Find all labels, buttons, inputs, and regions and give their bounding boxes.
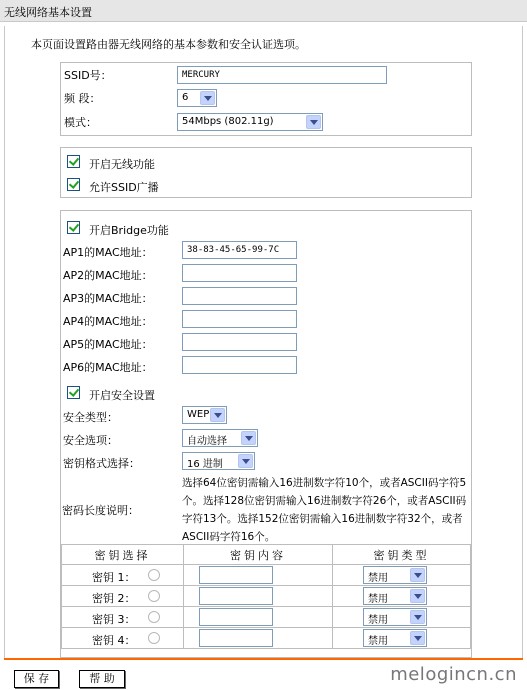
key-type-value: 禁用 [368, 615, 388, 626]
key-label: 密钥 3： [92, 613, 136, 626]
keys-table-header [62, 545, 471, 565]
key-radio[interactable] [148, 632, 160, 644]
button-bar [4, 658, 523, 690]
ssid-input[interactable]: MERCURY [177, 66, 387, 84]
security-option-value: 自动选择 [187, 436, 227, 447]
allow-ssid-broadcast-checkbox[interactable] [67, 178, 80, 191]
ap-mac-input[interactable] [182, 310, 297, 328]
enable-bridge-label: 开启Bridge功能 [89, 224, 169, 237]
key-content-input[interactable] [199, 587, 273, 605]
mode-select[interactable] [177, 113, 323, 131]
key-radio[interactable] [148, 569, 160, 581]
allow-ssid-broadcast-label: 允许SSID广播 [89, 181, 159, 194]
wireless-box [60, 147, 472, 198]
chevron-down-icon [306, 115, 321, 129]
key-label: 密钥 1： [92, 571, 136, 584]
key-type-select[interactable] [363, 608, 427, 626]
chevron-down-icon [410, 589, 425, 603]
ap-mac-input[interactable]: 38-83-45-65-99-7C [182, 241, 297, 259]
key-format-label: 密钥格式选择： [63, 457, 140, 470]
ap-mac-label: AP3的MAC地址： [63, 292, 153, 305]
table-row [62, 586, 471, 607]
chevron-down-icon [410, 568, 425, 582]
key-type-value: 禁用 [368, 594, 388, 605]
ap-mac-label: AP6的MAC地址： [63, 361, 153, 374]
ap-mac-input[interactable] [182, 356, 297, 374]
watermark: melogincn.cn [390, 664, 517, 685]
page-description: 本页面设置路由器无线网络的基本参数和安全认证选项。 [31, 38, 306, 51]
ap-mac-label: AP1的MAC地址： [63, 246, 153, 259]
key-type-value: 禁用 [368, 636, 388, 647]
key-type-select[interactable] [363, 629, 427, 647]
key-content-input[interactable] [199, 566, 273, 584]
security-type-label: 安全类型： [63, 411, 118, 424]
key-content-input[interactable] [199, 629, 273, 647]
key-length-description: 选择64位密钥需输入16进制数字符10个，或者ASCII码字符5个。选择128位密钥需输入16进制数字符26个，或者ASCII码字符13个。选择152位密钥需输入16进制数字符32个，或者ASCII码字符16个。 [182, 477, 467, 543]
mode-select-value: 54Mbps (802.11g) [182, 116, 274, 127]
table-row [62, 565, 471, 586]
key-label: 密钥 4： [92, 634, 136, 647]
security-option-label: 安全选项： [63, 434, 118, 447]
enable-security-checkbox[interactable] [67, 386, 80, 399]
chevron-down-icon [238, 454, 253, 468]
band-select-value: 6 [182, 92, 189, 103]
ap-mac-label: AP5的MAC地址： [63, 338, 153, 351]
enable-bridge-checkbox[interactable] [67, 221, 80, 234]
band-select[interactable] [177, 89, 217, 107]
key-type-select[interactable] [363, 566, 427, 584]
ap-mac-input[interactable] [182, 264, 297, 282]
chevron-down-icon [210, 408, 225, 422]
mode-label: 模式： [64, 116, 97, 129]
key-type-select[interactable] [363, 587, 427, 605]
chevron-down-icon [200, 91, 215, 105]
ssid-label: SSID号： [64, 69, 112, 82]
security-type-value: WEP [187, 409, 210, 420]
ap-mac-label: AP2的MAC地址： [63, 269, 153, 282]
column-header: 密钥类型 [333, 545, 471, 565]
key-type-value: 禁用 [368, 573, 388, 584]
column-header: 密钥选择 [62, 545, 184, 565]
help-button[interactable]: 帮 助 [79, 670, 125, 688]
key-content-input[interactable] [199, 608, 273, 626]
keys-table [61, 544, 471, 649]
band-label: 频 段： [64, 92, 101, 105]
key-radio[interactable] [148, 590, 160, 602]
key-radio[interactable] [148, 611, 160, 623]
enable-wireless-label: 开启无线功能 [89, 158, 155, 171]
ap-mac-label: AP4的MAC地址： [63, 315, 153, 328]
ap-mac-input[interactable] [182, 287, 297, 305]
security-option-select[interactable] [182, 429, 258, 447]
key-format-value: 16 进制 [187, 459, 223, 470]
column-header: 密钥内容 [184, 545, 333, 565]
title-bar [0, 0, 527, 22]
chevron-down-icon [410, 610, 425, 624]
ap-mac-input[interactable] [182, 333, 297, 351]
enable-wireless-checkbox[interactable] [67, 155, 80, 168]
enable-security-label: 开启安全设置 [89, 389, 155, 402]
basic-settings-box [60, 62, 472, 136]
key-label: 密钥 2： [92, 592, 136, 605]
save-button[interactable]: 保 存 [14, 670, 59, 688]
table-row [62, 607, 471, 628]
chevron-down-icon [410, 631, 425, 645]
key-format-select[interactable] [182, 452, 255, 470]
key-length-label: 密码长度说明： [62, 504, 139, 517]
table-row [62, 628, 471, 649]
security-type-select[interactable] [182, 406, 227, 424]
chevron-down-icon [241, 431, 256, 445]
window-title: 无线网络基本设置 [4, 6, 92, 19]
